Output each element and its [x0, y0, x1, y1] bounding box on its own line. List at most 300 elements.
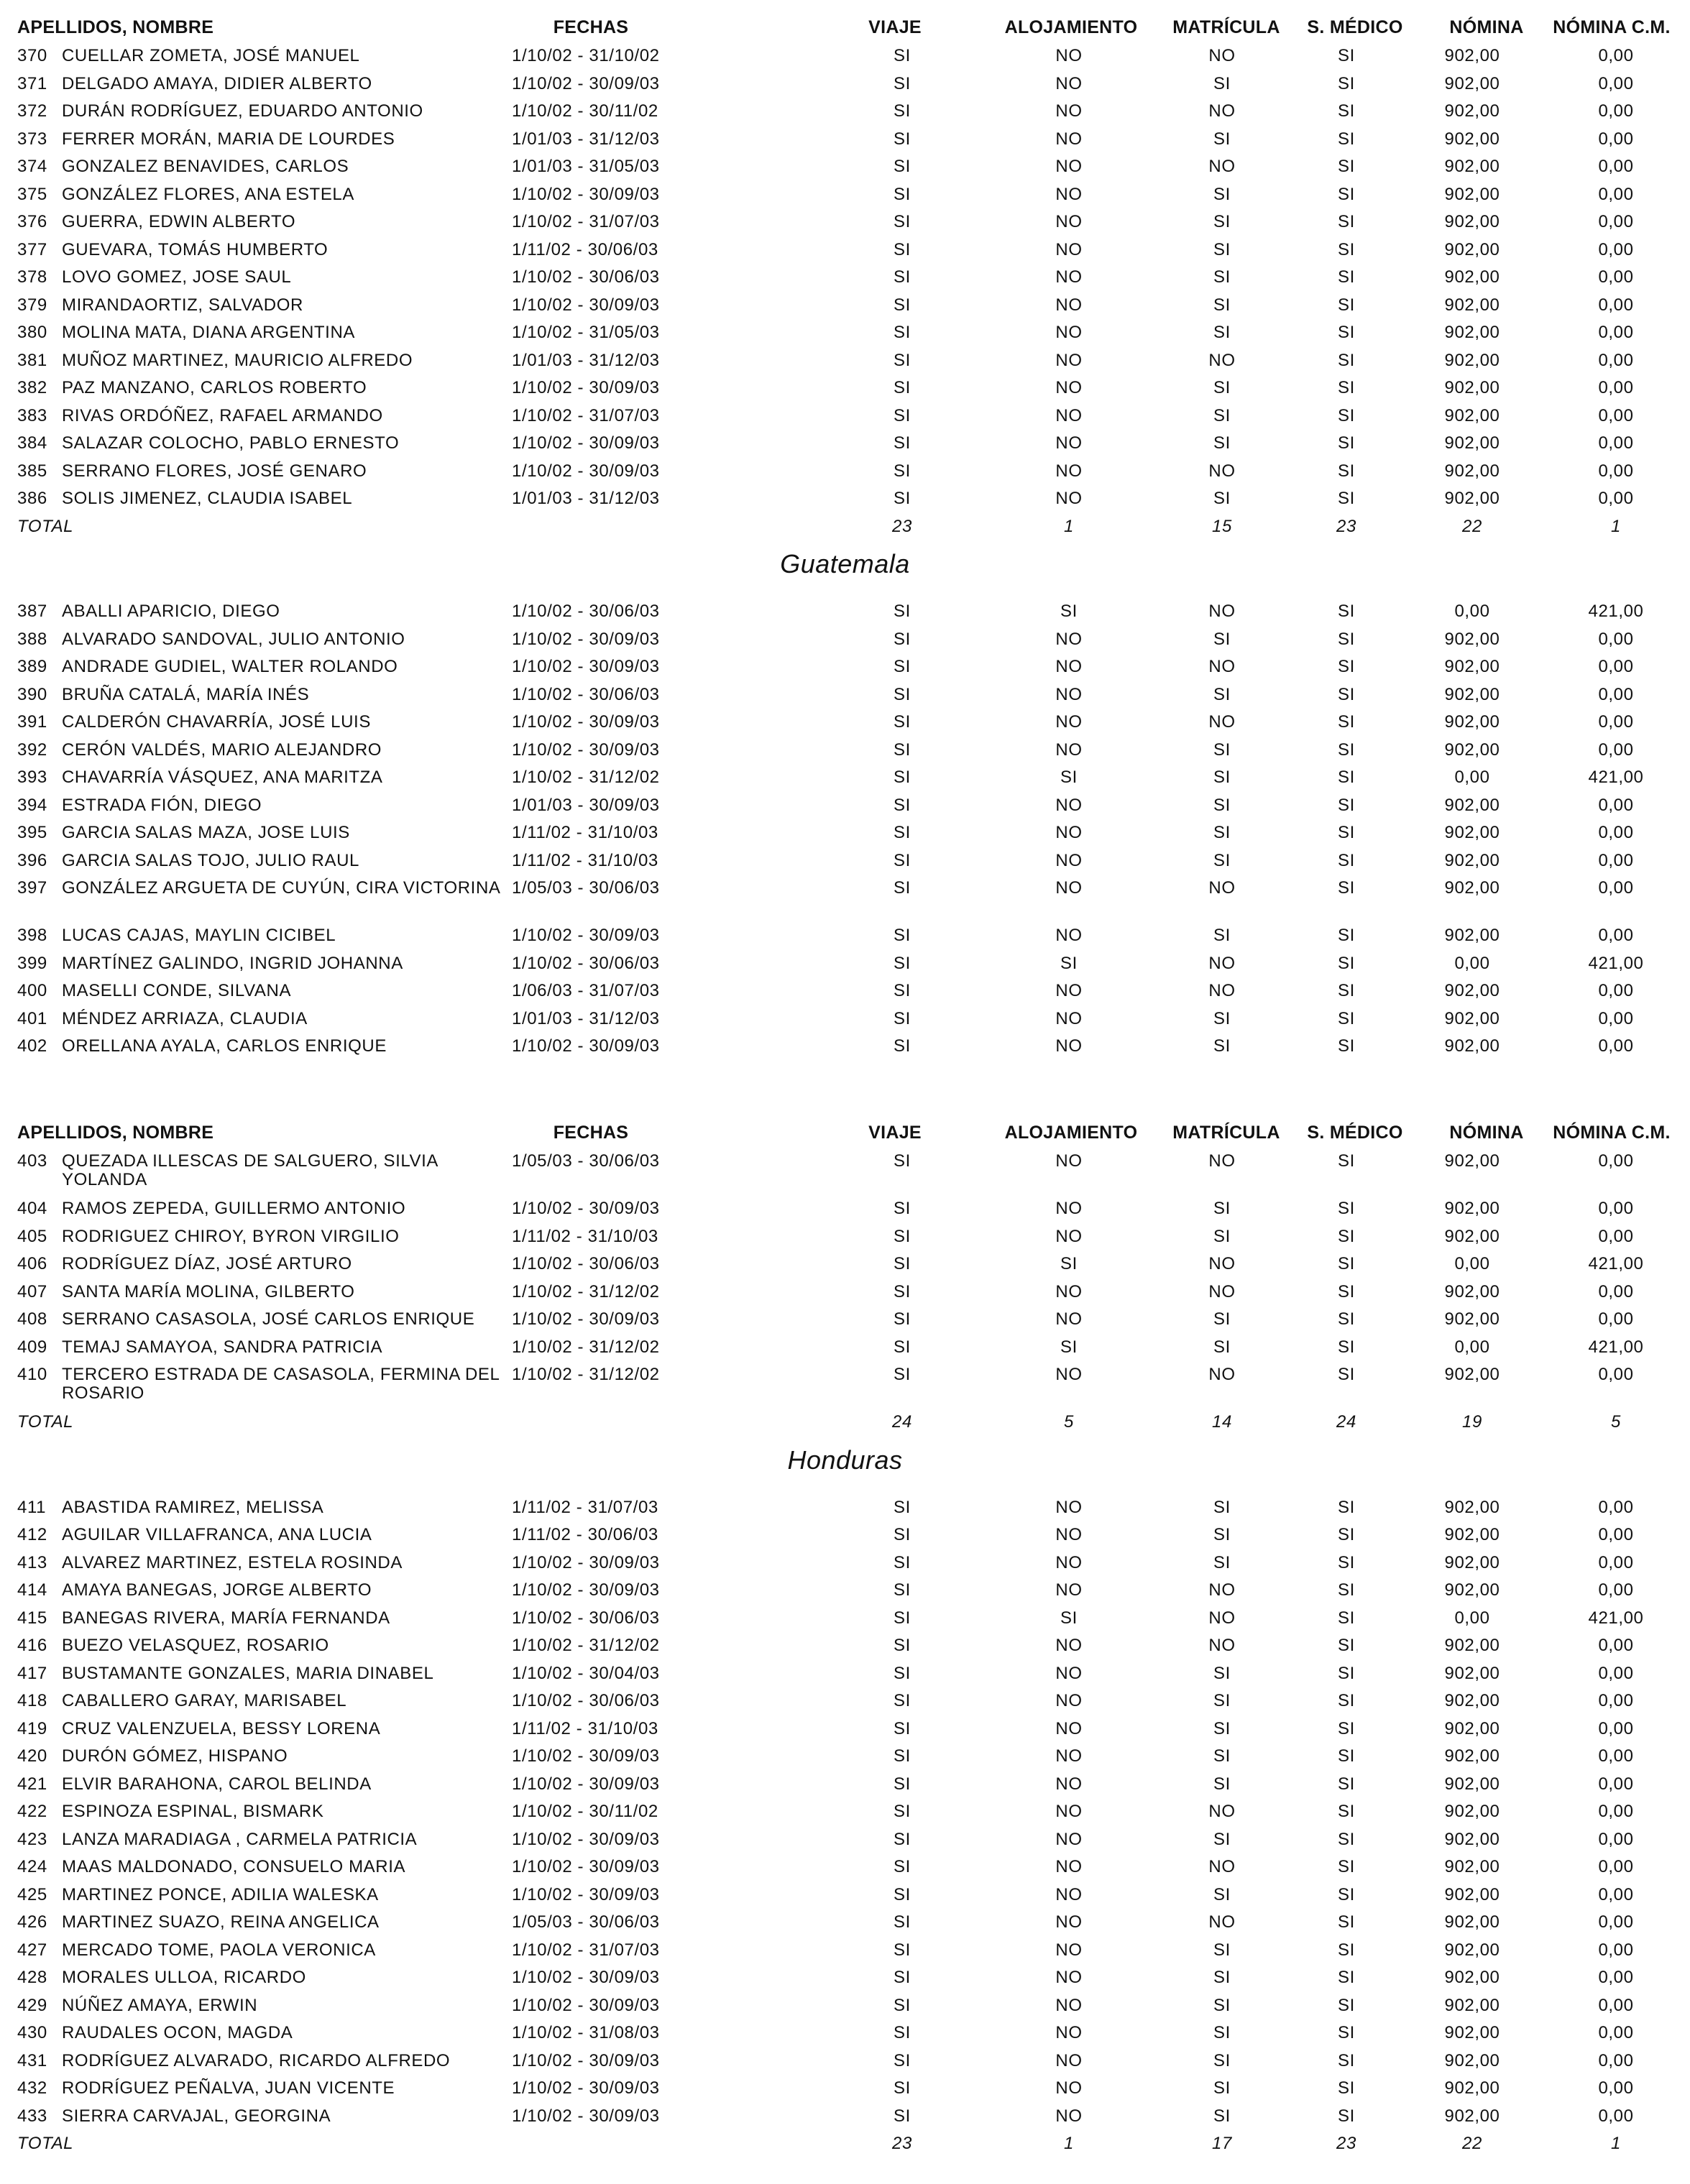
row-number: 419 [17, 1718, 47, 1738]
row-enrollment: SI [1213, 926, 1231, 945]
row-lodging: NO [1055, 1691, 1083, 1710]
row-travel: SI [894, 350, 911, 370]
row-payroll: 0,00 [1454, 768, 1490, 787]
row-name: CHAVARRÍA VÁSQUEZ, ANA MARITZA [62, 768, 383, 787]
column-header-enrollment: MATRÍCULA [1172, 17, 1280, 37]
row-lodging: NO [1055, 129, 1083, 149]
row-medical: SI [1338, 1309, 1355, 1329]
row-payroll-cm: 0,00 [1598, 1774, 1634, 1794]
row-dates: 1/06/03 - 31/07/03 [512, 981, 660, 1000]
row-name: ABALLI APARICIO, DIEGO [62, 602, 280, 621]
row-payroll-cm: 0,00 [1598, 378, 1634, 397]
row-name: RIVAS ORDÓÑEZ, RAFAEL ARMANDO [62, 405, 383, 425]
row-dates: 1/10/02 - 31/12/02 [512, 1337, 660, 1357]
row-medical: SI [1338, 926, 1355, 945]
row-dates: 1/10/02 - 30/09/03 [512, 712, 660, 732]
row-payroll: 902,00 [1444, 823, 1500, 842]
row-travel: SI [894, 1199, 911, 1218]
row-payroll-cm: 0,00 [1598, 1309, 1634, 1329]
row-lodging: NO [1055, 1497, 1083, 1517]
row-payroll: 902,00 [1444, 981, 1500, 1000]
row-name: RODRÍGUEZ DÍAZ, JOSÉ ARTURO [62, 1254, 352, 1273]
row-payroll-cm: 0,00 [1598, 926, 1634, 945]
row-travel: SI [894, 1226, 911, 1246]
row-medical: SI [1338, 378, 1355, 397]
row-lodging: NO [1055, 1008, 1083, 1028]
table-row [0, 2019, 1690, 2047]
table-row [0, 1147, 1690, 1189]
row-payroll: 902,00 [1444, 926, 1500, 945]
total-travel: 24 [892, 1412, 912, 1432]
row-payroll-cm: 421,00 [1588, 953, 1644, 973]
row-payroll: 902,00 [1444, 1636, 1500, 1655]
total-payroll-cm: 1 [1611, 2134, 1621, 2153]
row-enrollment: SI [1213, 1829, 1231, 1849]
row-travel: SI [894, 1552, 911, 1572]
row-name: SALAZAR COLOCHO, PABLO ERNESTO [62, 433, 400, 453]
row-payroll-cm: 0,00 [1598, 1151, 1634, 1171]
row-medical: SI [1338, 684, 1355, 704]
row-payroll-cm: 421,00 [1588, 1608, 1644, 1628]
row-payroll: 902,00 [1444, 1802, 1500, 1821]
row-dates: 1/10/02 - 30/09/03 [512, 378, 660, 397]
row-name: GARCIA SALAS TOJO, JULIO RAUL [62, 850, 359, 870]
row-lodging: SI [1060, 1337, 1078, 1357]
row-medical: SI [1338, 1940, 1355, 1960]
row-dates: 1/01/03 - 31/12/03 [512, 1008, 660, 1028]
row-medical: SI [1338, 1365, 1355, 1384]
row-lodging: NO [1055, 1663, 1083, 1683]
row-lodging: NO [1055, 1718, 1083, 1738]
table-row [0, 2074, 1690, 2103]
row-travel: SI [894, 433, 911, 453]
row-name: RAMOS ZEPEDA, GUILLERMO ANTONIO [62, 1199, 406, 1218]
row-medical: SI [1338, 1199, 1355, 1218]
row-dates: 1/11/02 - 30/06/03 [512, 239, 658, 259]
row-travel: SI [894, 1995, 911, 2015]
table-row [0, 374, 1690, 402]
row-payroll: 902,00 [1444, 1995, 1500, 2015]
row-lodging: NO [1055, 46, 1083, 65]
row-lodging: NO [1055, 878, 1083, 898]
row-lodging: NO [1055, 795, 1083, 815]
row-name: FERRER MORÁN, MARIA DE LOURDES [62, 129, 395, 149]
row-number: 416 [17, 1636, 47, 1655]
row-lodging: NO [1055, 489, 1083, 508]
row-name: ANDRADE GUDIEL, WALTER ROLANDO [62, 657, 398, 676]
total-lodging: 5 [1064, 1412, 1074, 1432]
row-payroll: 902,00 [1444, 1309, 1500, 1329]
row-number: 400 [17, 981, 47, 1000]
row-medical: SI [1338, 629, 1355, 649]
row-lodging: NO [1055, 1281, 1083, 1301]
row-medical: SI [1338, 1636, 1355, 1655]
row-payroll: 902,00 [1444, 1912, 1500, 1932]
row-enrollment: SI [1213, 739, 1231, 760]
row-enrollment: NO [1208, 1254, 1236, 1273]
row-enrollment: NO [1208, 461, 1236, 481]
row-number: 399 [17, 953, 47, 973]
row-name: MUÑOZ MARTINEZ, MAURICIO ALFREDO [62, 350, 413, 370]
row-medical: SI [1338, 2106, 1355, 2126]
row-dates: 1/01/03 - 31/12/03 [512, 350, 660, 370]
row-enrollment: NO [1208, 981, 1236, 1000]
row-name: MOLINA MATA, DIANA ARGENTINA [62, 323, 355, 342]
row-lodging: NO [1055, 1746, 1083, 1766]
row-name: QUEZADA ILLESCAS DE SALGUERO, SILVIA YOLANDA [62, 1151, 438, 1189]
total-payroll-cm: 1 [1611, 516, 1621, 536]
row-lodging: NO [1055, 1552, 1083, 1572]
row-medical: SI [1338, 850, 1355, 870]
row-enrollment: SI [1213, 1718, 1231, 1738]
row-payroll: 902,00 [1444, 239, 1500, 259]
row-travel: SI [894, 157, 911, 176]
row-name: SERRANO FLORES, JOSÉ GENARO [62, 461, 367, 481]
row-lodging: NO [1055, 2023, 1083, 2042]
row-dates: 1/10/02 - 30/06/03 [512, 953, 660, 973]
row-payroll: 902,00 [1444, 1036, 1500, 1056]
row-lodging: NO [1055, 433, 1083, 453]
row-enrollment: NO [1208, 1636, 1236, 1655]
row-travel: SI [894, 926, 911, 945]
row-travel: SI [894, 657, 911, 676]
row-dates: 1/10/02 - 31/07/03 [512, 405, 660, 425]
row-number: 425 [17, 1884, 47, 1904]
row-number: 396 [17, 850, 47, 870]
row-medical: SI [1338, 267, 1355, 287]
row-name: ABASTIDA RAMIREZ, MELISSA [62, 1497, 324, 1517]
row-travel: SI [894, 1525, 911, 1544]
row-payroll-cm: 0,00 [1598, 823, 1634, 842]
row-payroll-cm: 0,00 [1598, 657, 1634, 676]
row-lodging: SI [1060, 602, 1078, 621]
total-label: TOTAL [17, 516, 74, 536]
row-name: LANZA MARADIAGA , CARMELA PATRICIA [62, 1829, 418, 1849]
row-travel: SI [894, 1309, 911, 1329]
row-enrollment: SI [1213, 1525, 1231, 1544]
column-header-name: APELLIDOS, NOMBRE [17, 1123, 214, 1143]
row-payroll-cm: 0,00 [1598, 1746, 1634, 1766]
row-payroll-cm: 0,00 [1598, 1497, 1634, 1517]
table-row [0, 597, 1690, 626]
row-name: SERRANO CASASOLA, JOSÉ CARLOS ENRIQUE [62, 1309, 475, 1329]
row-payroll: 902,00 [1444, 212, 1500, 231]
row-enrollment: SI [1213, 129, 1231, 149]
row-enrollment: SI [1213, 768, 1231, 787]
table-row [0, 263, 1690, 292]
row-number: 422 [17, 1802, 47, 1821]
row-medical: SI [1338, 239, 1355, 259]
row-travel: SI [894, 378, 911, 397]
row-payroll-cm: 0,00 [1598, 46, 1634, 65]
row-payroll: 902,00 [1444, 739, 1500, 760]
row-payroll-cm: 421,00 [1588, 602, 1644, 621]
table-row [0, 921, 1690, 950]
row-number: 388 [17, 629, 47, 649]
row-payroll-cm: 0,00 [1598, 184, 1634, 204]
row-travel: SI [894, 629, 911, 649]
row-payroll: 0,00 [1454, 1254, 1490, 1273]
row-payroll: 902,00 [1444, 378, 1500, 397]
row-travel: SI [894, 1036, 911, 1056]
row-travel: SI [894, 1968, 911, 1987]
row-lodging: NO [1055, 405, 1083, 425]
row-payroll: 902,00 [1444, 1497, 1500, 1517]
row-dates: 1/10/02 - 31/10/02 [512, 46, 660, 65]
row-name: BRUÑA CATALÁ, MARÍA INÉS [62, 684, 310, 704]
row-payroll: 902,00 [1444, 461, 1500, 481]
row-medical: SI [1338, 129, 1355, 149]
table-row [0, 1963, 1690, 1992]
table-row [0, 152, 1690, 181]
row-medical: SI [1338, 2023, 1355, 2042]
country-heading: Guatemala [780, 549, 910, 579]
row-payroll: 902,00 [1444, 1884, 1500, 1904]
row-payroll-cm: 0,00 [1598, 433, 1634, 453]
row-payroll-cm: 0,00 [1598, 1663, 1634, 1683]
row-medical: SI [1338, 1857, 1355, 1876]
total-row [0, 2129, 1690, 2158]
row-payroll: 902,00 [1444, 795, 1500, 815]
row-travel: SI [894, 489, 911, 508]
row-number: 375 [17, 184, 47, 204]
row-medical: SI [1338, 2050, 1355, 2070]
row-name: LOVO GOMEZ, JOSE SAUL [62, 267, 292, 287]
row-number: 432 [17, 2078, 47, 2098]
row-payroll-cm: 0,00 [1598, 101, 1634, 121]
row-enrollment: NO [1208, 1281, 1236, 1301]
row-payroll-cm: 0,00 [1598, 295, 1634, 315]
table-row [0, 1936, 1690, 1965]
row-number: 392 [17, 739, 47, 760]
row-enrollment: SI [1213, 1663, 1231, 1683]
row-lodging: NO [1055, 823, 1083, 842]
row-enrollment: SI [1213, 823, 1231, 842]
total-enrollment: 17 [1212, 2134, 1232, 2153]
row-payroll: 902,00 [1444, 657, 1500, 676]
row-payroll: 902,00 [1444, 2106, 1500, 2126]
row-payroll: 902,00 [1444, 267, 1500, 287]
row-dates: 1/05/03 - 30/06/03 [512, 1151, 660, 1171]
row-enrollment: NO [1208, 953, 1236, 973]
row-number: 408 [17, 1309, 47, 1329]
row-name: GUERRA, EDWIN ALBERTO [62, 212, 296, 231]
row-enrollment: SI [1213, 405, 1231, 425]
table-row [0, 291, 1690, 320]
column-header-travel: VIAJE [868, 1123, 922, 1143]
row-lodging: NO [1055, 1802, 1083, 1821]
table-row [0, 736, 1690, 765]
row-number: 420 [17, 1746, 47, 1766]
row-medical: SI [1338, 1912, 1355, 1932]
row-lodging: NO [1055, 2078, 1083, 2098]
row-enrollment: SI [1213, 184, 1231, 204]
table-row [0, 1521, 1690, 1549]
row-enrollment: SI [1213, 1774, 1231, 1794]
row-number: 376 [17, 212, 47, 231]
row-enrollment: NO [1208, 1857, 1236, 1876]
row-name: TEMAJ SAMAYOA, SANDRA PATRICIA [62, 1337, 383, 1357]
row-payroll: 0,00 [1454, 1608, 1490, 1628]
table-row [0, 1742, 1690, 1771]
row-payroll: 902,00 [1444, 1552, 1500, 1572]
row-number: 407 [17, 1281, 47, 1301]
row-payroll-cm: 0,00 [1598, 629, 1634, 649]
row-medical: SI [1338, 1608, 1355, 1628]
row-payroll: 902,00 [1444, 350, 1500, 370]
row-lodging: NO [1055, 1365, 1083, 1384]
row-payroll-cm: 0,00 [1598, 1525, 1634, 1544]
row-number: 395 [17, 823, 47, 842]
table-row [0, 847, 1690, 875]
row-payroll-cm: 421,00 [1588, 1337, 1644, 1357]
row-medical: SI [1338, 212, 1355, 231]
row-name: CALDERÓN CHAVARRÍA, JOSÉ LUIS [62, 712, 371, 732]
row-dates: 1/10/02 - 30/09/03 [512, 1968, 660, 1987]
row-medical: SI [1338, 489, 1355, 508]
row-dates: 1/05/03 - 30/06/03 [512, 878, 660, 898]
row-dates: 1/10/02 - 30/09/03 [512, 926, 660, 945]
row-enrollment: SI [1213, 1337, 1231, 1357]
row-payroll: 0,00 [1454, 953, 1490, 973]
table-row [0, 1825, 1690, 1854]
row-medical: SI [1338, 1829, 1355, 1849]
row-name: MARTINEZ PONCE, ADILIA WALESKA [62, 1884, 379, 1904]
row-enrollment: NO [1208, 46, 1236, 65]
row-number: 404 [17, 1199, 47, 1218]
row-name: MASELLI CONDE, SILVANA [62, 981, 292, 1000]
row-medical: SI [1338, 46, 1355, 65]
row-lodging: NO [1055, 2106, 1083, 2126]
row-enrollment: SI [1213, 1995, 1231, 2015]
row-payroll-cm: 0,00 [1598, 739, 1634, 760]
row-payroll: 902,00 [1444, 1718, 1500, 1738]
row-payroll-cm: 0,00 [1598, 1008, 1634, 1028]
column-header-medical: S. MÉDICO [1307, 17, 1403, 37]
row-medical: SI [1338, 1802, 1355, 1821]
table-row [0, 1360, 1690, 1403]
row-number: 423 [17, 1829, 47, 1849]
row-travel: SI [894, 1497, 911, 1517]
total-label: TOTAL [17, 2134, 74, 2153]
row-travel: SI [894, 239, 911, 259]
row-lodging: NO [1055, 267, 1083, 287]
row-number: 374 [17, 157, 47, 176]
row-travel: SI [894, 1912, 911, 1932]
row-name: DELGADO AMAYA, DIDIER ALBERTO [62, 73, 372, 93]
row-dates: 1/10/02 - 31/12/02 [512, 1365, 660, 1384]
column-header-medical: S. MÉDICO [1307, 1123, 1403, 1143]
row-medical: SI [1338, 1691, 1355, 1710]
row-payroll-cm: 0,00 [1598, 2050, 1634, 2070]
row-travel: SI [894, 1636, 911, 1655]
row-payroll-cm: 0,00 [1598, 2078, 1634, 2098]
table-row [0, 1604, 1690, 1633]
row-travel: SI [894, 795, 911, 815]
row-enrollment: SI [1213, 629, 1231, 649]
table-row [0, 236, 1690, 264]
row-payroll-cm: 0,00 [1598, 350, 1634, 370]
row-lodging: NO [1055, 1774, 1083, 1794]
row-medical: SI [1338, 795, 1355, 815]
row-payroll: 902,00 [1444, 1008, 1500, 1028]
row-medical: SI [1338, 1497, 1355, 1517]
row-number: 377 [17, 239, 47, 259]
row-dates: 1/10/02 - 30/09/03 [512, 1552, 660, 1572]
total-payroll: 22 [1462, 516, 1482, 536]
row-travel: SI [894, 129, 911, 149]
row-dates: 1/10/02 - 30/09/03 [512, 1857, 660, 1876]
total-enrollment: 15 [1212, 516, 1232, 536]
row-enrollment: NO [1208, 1151, 1236, 1171]
row-number: 398 [17, 926, 47, 945]
row-dates: 1/10/02 - 30/09/03 [512, 73, 660, 93]
total-enrollment: 14 [1212, 1412, 1232, 1432]
table-row [0, 1194, 1690, 1223]
row-name: MARTINEZ SUAZO, REINA ANGELICA [62, 1912, 380, 1932]
row-medical: SI [1338, 461, 1355, 481]
row-medical: SI [1338, 823, 1355, 842]
table-row [0, 429, 1690, 458]
row-dates: 1/10/02 - 30/09/03 [512, 1774, 660, 1794]
row-payroll: 902,00 [1444, 850, 1500, 870]
row-medical: SI [1338, 1746, 1355, 1766]
row-payroll-cm: 0,00 [1598, 1691, 1634, 1710]
row-payroll: 902,00 [1444, 1774, 1500, 1794]
row-travel: SI [894, 1857, 911, 1876]
row-enrollment: NO [1208, 1365, 1236, 1384]
column-header-payroll: NÓMINA [1449, 17, 1524, 37]
row-dates: 1/10/02 - 30/09/03 [512, 1580, 660, 1600]
row-lodging: NO [1055, 1636, 1083, 1655]
table-row [0, 457, 1690, 486]
row-name: CUELLAR ZOMETA, JOSÉ MANUEL [62, 46, 360, 65]
total-travel: 23 [892, 2134, 912, 2153]
column-header-lodging: ALOJAMIENTO [1004, 17, 1138, 37]
row-medical: SI [1338, 602, 1355, 621]
row-travel: SI [894, 1254, 911, 1273]
table-row [0, 318, 1690, 347]
row-name: RODRÍGUEZ ALVARADO, RICARDO ALFREDO [62, 2050, 451, 2070]
row-number: 386 [17, 489, 47, 508]
row-medical: SI [1338, 2078, 1355, 2098]
row-dates: 1/10/02 - 31/07/03 [512, 212, 660, 231]
row-enrollment: NO [1208, 657, 1236, 676]
row-payroll: 902,00 [1444, 184, 1500, 204]
row-lodging: NO [1055, 2050, 1083, 2070]
row-travel: SI [894, 1281, 911, 1301]
row-payroll: 902,00 [1444, 433, 1500, 453]
table-row [0, 1222, 1690, 1251]
row-travel: SI [894, 602, 911, 621]
total-row [0, 1408, 1690, 1437]
row-payroll: 902,00 [1444, 1199, 1500, 1218]
row-payroll-cm: 0,00 [1598, 323, 1634, 342]
row-dates: 1/10/02 - 30/11/02 [512, 1802, 658, 1821]
table-row [0, 1770, 1690, 1799]
row-payroll-cm: 0,00 [1598, 850, 1634, 870]
row-payroll-cm: 0,00 [1598, 1636, 1634, 1655]
row-medical: SI [1338, 157, 1355, 176]
row-number: 429 [17, 1995, 47, 2015]
row-payroll: 902,00 [1444, 1525, 1500, 1544]
row-lodging: NO [1055, 1580, 1083, 1600]
row-name: CRUZ VALENZUELA, BESSY LORENA [62, 1718, 381, 1738]
row-medical: SI [1338, 184, 1355, 204]
total-row [0, 512, 1690, 541]
row-payroll: 902,00 [1444, 1940, 1500, 1960]
total-payroll: 22 [1462, 2134, 1482, 2153]
